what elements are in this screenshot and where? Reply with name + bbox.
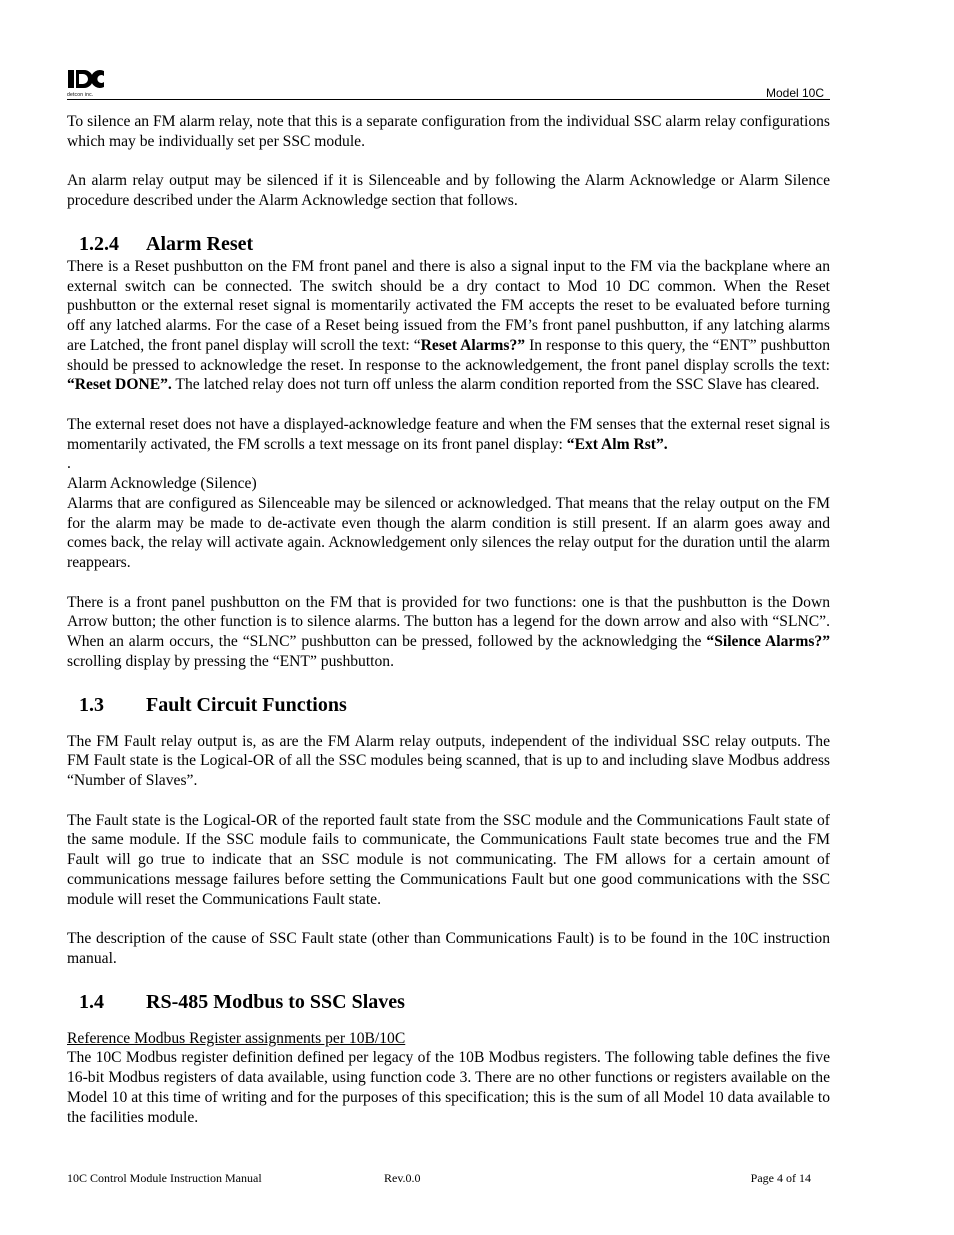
subheading-alarm-acknowledge: Alarm Acknowledge (Silence) bbox=[67, 475, 257, 492]
section-number: 1.4 bbox=[79, 990, 104, 1013]
paragraph: The description of the cause of SSC Fault state (other than Communications Fault) is to be found in the 10C instruction manual. bbox=[67, 930, 830, 967]
paragraph: An alarm relay output may be silenced if it is Silenceable and by following the Alarm Acknowledge or Alarm Silence procedure described under the Alarm Acknowledge section that follows. bbox=[67, 172, 830, 209]
footer-revision: Rev.0.0 bbox=[384, 1171, 421, 1185]
footer-manual-title: 10C Control Module Instruction Manual bbox=[67, 1171, 262, 1185]
paragraph: There is a Reset pushbutton on the FM front panel and there is also a signal input to the FM via the backplane where an external switch can be connected. The switch should be a dry contact to Mod 10 DC common. When the Reset pushbutton or the external reset signal is momentarily activated the FM accepts the reset to be evaluated before turning off any latched alarms. For the case of a Reset being issued from the FM’s front panel pushbutton, if any latching alarms are Latched, the front panel display will scroll the text: “Reset Alarms?” In response to this query, the “ENT” pushbutton should be pressed to acknowledge the reset. In response to the acknowledgement, the front panel display scrolls the text: “Reset DONE”. The latched relay does not turn off unless the alarm condition reported from the SSC Slave has cleared. bbox=[67, 257, 830, 394]
section-heading-1-3 bbox=[67, 692, 830, 718]
section-title: Fault Circuit Functions bbox=[146, 693, 347, 716]
page-content bbox=[67, 112, 830, 1127]
paragraph: Alarms that are configured as Silenceable may be silenced or acknowledged. That means that the relay output on the FM for the alarm may be made to de-activate even though the alarm condition is still present. If an alarm goes away and comes back, the relay will activate again. Acknowledgement only silences the relay output for the duration until the alarm reappears. bbox=[67, 494, 830, 571]
model-label: Model 10C bbox=[765, 86, 824, 100]
paragraph: The Fault state is the Logical-OR of the reported fault state from the SSC module and the Communications Fault state of the same module. If the SSC module fails to communicate, the Communications Fault state becomes true and the FM Fault will go true to indicate that an SSC module is not communicating. The FM allows for a certain amount of communications message failures before setting the Communications Fault but one good communications with the SSC module will reset the Communications Fault state. bbox=[67, 811, 830, 908]
paragraph: The external reset does not have a displayed-acknowledge feature and when the FM senses that the external reset signal is momentarily activated, the FM scrolls a text message on its front panel display: “Ext Alm Rst”. bbox=[67, 415, 830, 453]
section-heading-1-4 bbox=[67, 989, 830, 1015]
section-title: Alarm Reset bbox=[146, 232, 254, 255]
section-number: 1.3 bbox=[79, 693, 104, 716]
paragraph: The FM Fault relay output is, as are the FM Alarm relay outputs, independent of the individual SSC relay outputs. The FM Fault state is the Logical-OR of all the SSC modules being scanned, that is up to and including slave Modbus address “Number of Slaves”. bbox=[67, 732, 830, 789]
section-heading-1-2-4 bbox=[67, 231, 830, 257]
paragraph: To silence an FM alarm relay, note that this is a separate configuration from the individual SSC alarm relay configurations which may be individually set per SSC module. bbox=[67, 113, 830, 150]
page-header bbox=[67, 68, 830, 100]
paragraph: There is a front panel pushbutton on the FM that is provided for two functions: one is that the pushbutton is the Down Arrow button; the other function is to silence alarms. The button has a legend for the down arrow and also with “SLNC”. When an alarm occurs, the “SLNC” pushbutton can be pressed, followed by the acknowledging the “Silence Alarms?” scrolling display by pressing the “ENT” pushbutton. bbox=[67, 593, 830, 670]
section-title: RS-485 Modbus to SSC Slaves bbox=[146, 990, 405, 1013]
section-number: 1.2.4 bbox=[79, 232, 119, 255]
footer-page-number: Page 4 of 14 bbox=[750, 1171, 811, 1185]
logo-text: detcon inc. bbox=[67, 92, 94, 98]
paragraph: The 10C Modbus register definition defined per legacy of the 10B Modbus registers. The following table defines the five 16-bit Modbus registers of data available, using function code 3. There are no other functions or registers available on the Model 10 at this time of writing and for the purposes of this specification; this is the sum of all Model 10 data available to the facilities module. bbox=[67, 1049, 830, 1126]
stray-dot: . bbox=[67, 455, 71, 473]
subheading-reference-modbus: Reference Modbus Register assignments per 10B/10C bbox=[67, 1029, 406, 1047]
